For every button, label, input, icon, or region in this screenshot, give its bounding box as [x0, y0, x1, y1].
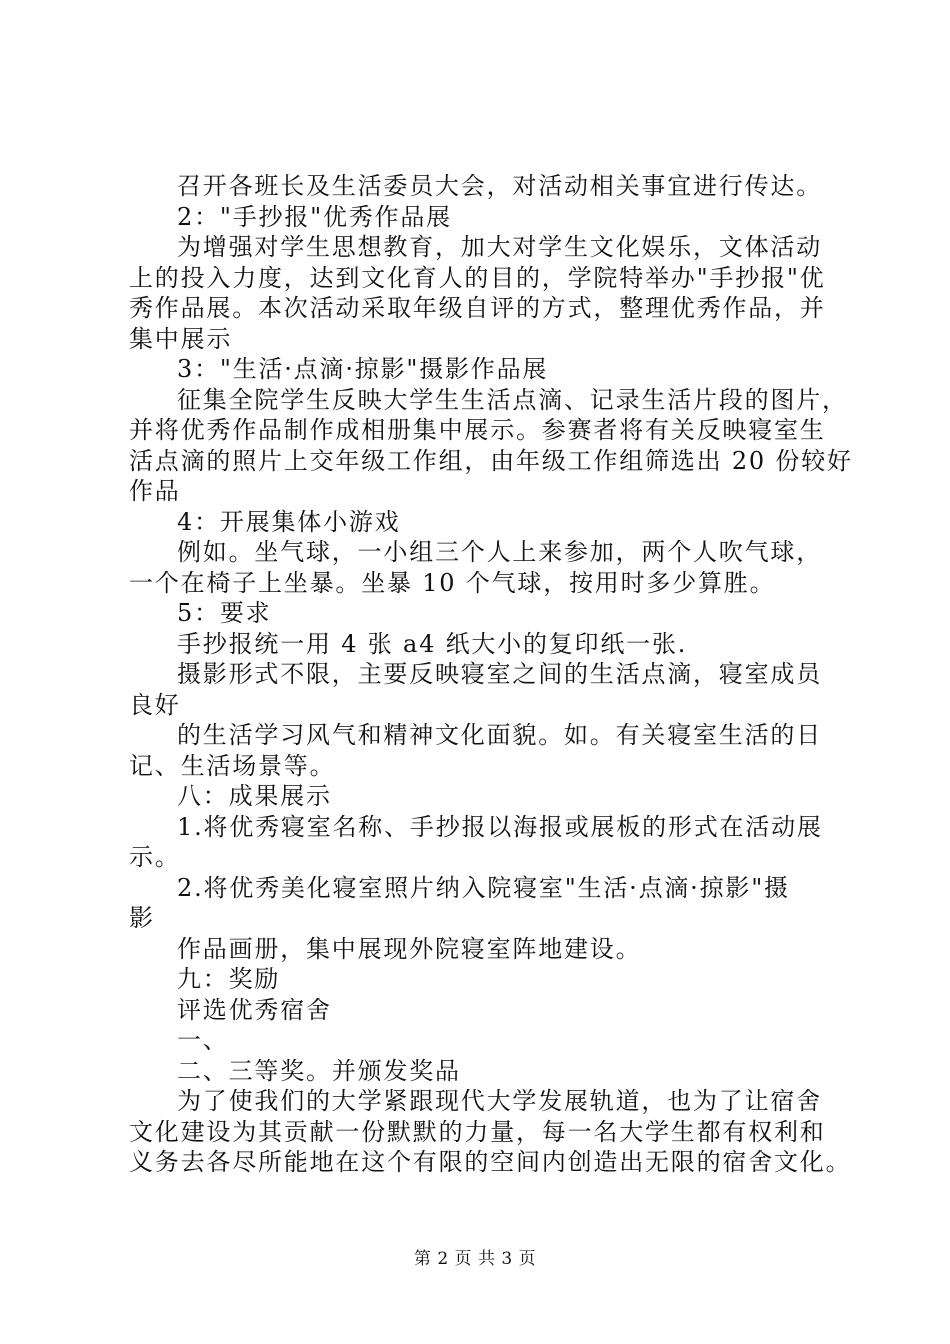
- text-line: 评选优秀宿舍: [177, 995, 332, 1024]
- text-line: 一个在椅子上坐暴。坐暴 10 个气球，按用时多少算胜。: [129, 568, 776, 597]
- text-line: 为增强对学生思想教育，加大对学生文化娱乐，文体活动: [177, 233, 822, 261]
- text-line: 文化建设为其贡献一份默默的力量，每一名大学生都有权利和: [129, 1117, 826, 1146]
- text-line: 示。: [129, 843, 181, 871]
- text-line: 影: [129, 904, 155, 932]
- text-line: 义务去各尽所能地在这个有限的空间内创造出无限的宿舍文化。: [129, 1148, 852, 1176]
- text-line: 良好: [129, 690, 181, 719]
- text-line: 摄影形式不限，主要反映寝室之间的生活点滴，寝室成员: [177, 660, 822, 688]
- text-line: 3："生活·点滴·掠影"摄影作品展: [177, 355, 549, 383]
- text-line: 活点滴的照片上交年级工作组，由年级工作组筛选出 20 份较好: [129, 446, 853, 475]
- text-line: 作品: [129, 477, 181, 505]
- text-line: 九：奖励: [177, 965, 281, 993]
- text-line: 上的投入力度，达到文化育人的目的，学院特举办"手抄报"优: [129, 263, 826, 292]
- text-line: 1.将优秀寝室名称、手抄报以海报或展板的形式在活动展: [177, 812, 823, 841]
- text-line: 召开各班长及生活委员大会，对活动相关事宜进行传达。: [177, 172, 822, 200]
- text-line: 4：开展集体小游戏: [177, 507, 401, 536]
- text-line: 2："手抄报"优秀作品展: [177, 202, 452, 231]
- text-line: 的生活学习风气和精神文化面貌。如。有关寝室生活的日: [177, 721, 822, 749]
- text-line: 征集全院学生反映大学生生活点滴、记录生活片段的图片，: [177, 385, 848, 414]
- page-footer: 第 2 页 共 3 页: [413, 1249, 537, 1269]
- text-line: 2.将优秀美化寝室照片纳入院寝室"生活·点滴·掠影"摄: [177, 873, 790, 902]
- text-line: 二、三等奖。并颁发奖品: [177, 1056, 461, 1085]
- text-line: 作品画册，集中展现外院寝室阵地建设。: [177, 934, 642, 963]
- text-line: 手抄报统一用 4 张 a4 纸大小的复印纸一张.: [177, 629, 688, 658]
- text-line: 例如。坐气球，一小组三个人上来参加，两个人吹气球，: [177, 538, 822, 566]
- text-line: 集中展示: [129, 324, 233, 353]
- document-body: [129, 171, 853, 1178]
- text-line: 秀作品展。本次活动采取年级自评的方式，整理优秀作品，并: [129, 294, 826, 322]
- text-line: 记、生活场景等。: [129, 751, 336, 780]
- text-line: 八：成果展示: [177, 782, 332, 810]
- text-line: 为了使我们的大学紧跟现代大学发展轨道，也为了让宿舍: [177, 1087, 822, 1115]
- text-line: 一、: [177, 1026, 229, 1054]
- text-line: 并将优秀作品制作成相册集中展示。参赛者将有关反映寝室生: [129, 416, 826, 444]
- text-line: 5：要求: [177, 599, 272, 627]
